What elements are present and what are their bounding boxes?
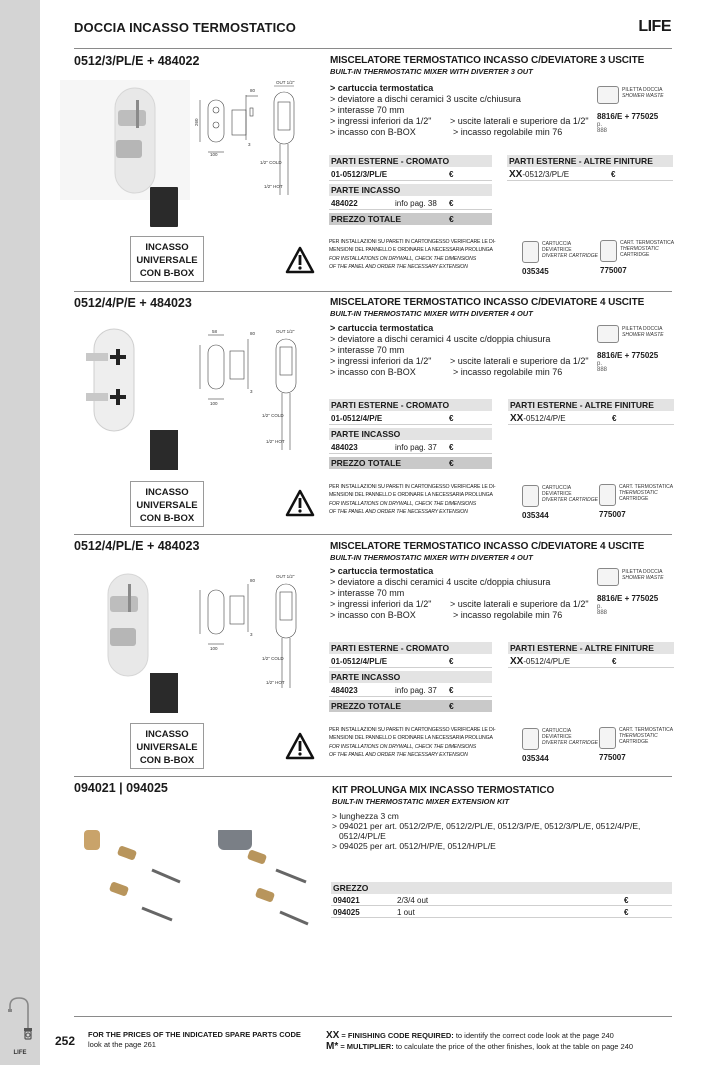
feature-item: > uscite laterali e superiore da 1/2" [450, 356, 589, 366]
product-code-title: 094021 | 094025 [74, 781, 168, 795]
thermostatic-cartridge-icon [600, 240, 617, 262]
incasso-universale-badge: INCASSO UNIVERSALE CON B-BOX [130, 723, 204, 769]
cartridge-code: 775007 [600, 266, 627, 275]
feature-item: > interasse 70 mm [330, 588, 405, 598]
svg-text:OUT 1/2": OUT 1/2" [276, 80, 295, 85]
diverter-cartridge-icon [522, 241, 539, 263]
svg-text:80: 80 [250, 331, 256, 336]
section-divider [74, 291, 672, 292]
table-row-total [329, 457, 492, 469]
technical-drawing [190, 80, 315, 200]
cartridge-code: 775007 [599, 510, 626, 519]
feature-item: > lunghezza 3 cm [332, 811, 399, 821]
waste-page-ref: p. 888 [597, 604, 608, 616]
footer-spare-parts-note: FOR THE PRICES OF THE INDICATED SPARE PARTS CODE look at the page 261 [88, 1030, 301, 1049]
info-page-ref: info pag. 38 [395, 199, 437, 208]
table-row [508, 412, 674, 425]
svg-text:1/2" HOT: 1/2" HOT [266, 680, 285, 685]
cartridge-code: 035344 [522, 754, 549, 763]
feature-item: > incasso con B-BOX [330, 127, 416, 137]
article-code: 094025 [333, 908, 360, 917]
table-row [329, 197, 492, 210]
feature-item: > incasso con B-BOX [330, 610, 416, 620]
article-code: -0512/4/PL/E [523, 657, 571, 666]
cartridge-code: 035344 [522, 511, 549, 520]
incasso-universale-badge: INCASSO UNIVERSALE CON B-BOX [130, 236, 204, 282]
feature-item: > deviatore a dischi ceramici 4 uscite c/doppia chiusura [330, 334, 551, 344]
feature-item: > 094025 per art. 0512/H/P/E, 0512/H/PL/E [332, 841, 496, 851]
bbox-image [150, 673, 178, 713]
price-cell: € [612, 414, 617, 423]
table-row [331, 895, 672, 906]
svg-text:OUT 1/2": OUT 1/2" [276, 574, 295, 579]
product-image-mixer [80, 570, 160, 680]
waste-page-ref: p. 888 [597, 122, 608, 134]
table-header-grezzo: GREZZO [331, 882, 672, 894]
svg-text:OUT 1/2": OUT 1/2" [276, 329, 295, 334]
article-code: -0512/4/P/E [523, 414, 566, 423]
price-cell: € [624, 896, 629, 905]
article-description: 1 out [397, 908, 415, 917]
product-code-title: 0512/4/P/E + 484023 [74, 296, 192, 310]
feature-item: > ingressi inferiori da 1/2" [330, 356, 432, 366]
incasso-universale-badge: INCASSO UNIVERSALE CON B-BOX [130, 481, 204, 527]
feature-item: > 094021 per art. 0512/2/P/E, 0512/2/PL/E, 0512/3/P/E, 0512/3/PL/E, 0512/4/P/E, [332, 821, 641, 831]
table-row [329, 168, 492, 181]
header-divider [74, 48, 672, 49]
product-code-title: 0512/3/PL/E + 484022 [74, 54, 200, 68]
table-row [329, 441, 492, 454]
svg-text:3: 3 [250, 389, 253, 394]
technical-drawing [190, 570, 315, 690]
feature-item: > uscite laterali e superiore da 1/2" [450, 599, 589, 609]
price-cell: € [624, 908, 629, 917]
svg-text:260: 260 [194, 118, 199, 126]
feature-item: > deviatore a dischi ceramici 4 uscite c/doppia chiusura [330, 577, 551, 587]
feature-item: > interasse 70 mm [330, 345, 405, 355]
product-title: KIT PROLUNGA MIX INCASSO TERMOSTATICO [332, 785, 555, 796]
svg-text:3: 3 [248, 142, 251, 147]
svg-text:100: 100 [210, 401, 218, 406]
table-header-incasso: PARTE INCASSO [329, 184, 492, 196]
article-code: 484022 [331, 199, 358, 208]
waste-code: 8816/E + 775025 [597, 351, 659, 360]
faucet-logo-icon [4, 996, 36, 1044]
feature-list [330, 323, 590, 378]
svg-text:1/2" COLD: 1/2" COLD [260, 160, 282, 165]
feature-item: > cartuccia termostatica [330, 566, 434, 576]
info-page-ref: info pag. 37 [395, 443, 437, 452]
price-cell: € [612, 657, 617, 666]
waste-label-en: SHOWER WASTE [622, 93, 664, 99]
feature-item: > cartuccia termostatica [330, 83, 434, 93]
table-row [508, 655, 674, 668]
table-header-other-finishes: PARTI ESTERNE - ALTRE FINITURE [508, 399, 674, 411]
waste-code: 8816/E + 775025 [597, 112, 659, 121]
feature-item: > ingressi inferiori da 1/2" [330, 116, 432, 126]
svg-text:1/2" COLD: 1/2" COLD [262, 413, 284, 418]
feature-list [330, 83, 590, 138]
product-image-mixer [80, 325, 160, 435]
table-row-total [329, 213, 492, 225]
footer-legend: XX = FINISHING CODE REQUIRED: to identify the correct code look at the page 240 M* = MULTIPLIER: to calculate the price of the other finishes, look at the table on page 240 [326, 1030, 634, 1052]
feature-item: > uscite laterali e superiore da 1/2" [450, 116, 589, 126]
bbox-image [150, 187, 178, 227]
price-cell: € [449, 414, 454, 423]
svg-text:80: 80 [250, 578, 256, 583]
thermostatic-cartridge-icon [599, 484, 616, 506]
table-header-chrome: PARTI ESTERNE - CROMATO [329, 399, 492, 411]
article-code: -0512/3/PL/E [522, 170, 570, 179]
waste-label: PILETTA DOCCIA [622, 87, 663, 93]
warning-triangle-icon [285, 489, 315, 517]
shower-waste-icon [597, 86, 619, 104]
footer-divider [74, 1016, 672, 1017]
drywall-warning-text: PER INSTALLAZIONI SU PARETI IN CARTONGESSO VERIFICARE LE DI- MENSIONI DEL PANNELLO E ORDINARE LA NECESSARIA PROLUNGA FOR INSTALLATIONS ON DRYWALL, CHECK THE DIMENSIONS OF THE PANEL AND ORDER THE NECESSARY EXTENSION [329, 484, 496, 515]
svg-text:100: 100 [210, 646, 218, 651]
cartridge-code: 775007 [599, 753, 626, 762]
feature-item: 0512/4/PL/E [339, 831, 386, 841]
shower-waste-icon [597, 568, 619, 586]
table-row [507, 168, 673, 181]
table-header-chrome: PARTI ESTERNE - CROMATO [329, 155, 492, 167]
sidebar-strip [0, 0, 40, 1065]
product-subtitle: BUILT-IN THERMOSTATIC MIXER EXTENSION KIT [332, 797, 510, 806]
feature-item: > incasso regolabile min 76 [453, 127, 563, 137]
svg-text:1/2" COLD: 1/2" COLD [262, 656, 284, 661]
finish-code-prefix: XX [510, 413, 524, 424]
info-page-ref: info pag. 37 [395, 686, 437, 695]
price-cell: € [449, 199, 454, 208]
feature-item: > incasso regolabile min 76 [453, 610, 563, 620]
product-subtitle: BUILT-IN THERMOSTATIC MIXER WITH DIVERTER 4 OUT [330, 309, 533, 318]
feature-list [332, 811, 640, 851]
brand-name: LIFE [638, 18, 671, 35]
diverter-cartridge-icon [522, 485, 539, 507]
sidebar-brand-label: LIFE [13, 1050, 27, 1056]
feature-item: > cartuccia termostatica [330, 323, 434, 333]
feature-list [330, 566, 590, 621]
table-row [329, 412, 492, 425]
feature-item: > deviatore a dischi ceramici 3 uscite c/chiusura [330, 94, 521, 104]
total-label: PREZZO TOTALE [331, 701, 402, 711]
article-description: 2/3/4 out [397, 896, 429, 905]
table-row-total [329, 700, 492, 712]
table-header-incasso: PARTE INCASSO [329, 671, 492, 683]
extension-kit-image [80, 830, 310, 940]
drywall-warning-text: PER INSTALLAZIONI SU PARETI IN CARTONGESSO VERIFICARE LE DI- MENSIONI DEL PANNELLO E ORDINARE LA NECESSARIA PROLUNGA FOR INSTALLATIONS ON DRYWALL, CHECK THE DIMENSIONS OF THE PANEL AND ORDER THE NECESSARY EXTENSION [329, 239, 496, 270]
svg-text:3: 3 [250, 632, 253, 637]
price-cell: € [449, 443, 454, 452]
thermostatic-cartridge-icon [599, 727, 616, 749]
table-header-other-finishes: PARTI ESTERNE - ALTRE FINITURE [507, 155, 673, 167]
svg-text:80: 80 [250, 88, 256, 93]
drywall-warning-text: PER INSTALLAZIONI SU PARETI IN CARTONGESSO VERIFICARE LE DI- MENSIONI DEL PANNELLO E ORDINARE LA NECESSARIA PROLUNGA FOR INSTALLATIONS ON DRYWALL, CHECK THE DIMENSIONS OF THE PANEL AND ORDER THE NECESSARY EXTENSION [329, 727, 496, 758]
article-code: 01-0512/4/P/E [331, 414, 383, 423]
article-code: 01-0512/4/PL/E [331, 657, 388, 666]
product-image-mixer [60, 80, 190, 200]
page-section-title: DOCCIA INCASSO TERMOSTATICO [74, 20, 297, 35]
section-divider [74, 534, 672, 535]
price-cell: € [449, 657, 454, 666]
technical-drawing [190, 325, 315, 455]
total-label: PREZZO TOTALE [331, 458, 402, 468]
feature-item: > interasse 70 mm [330, 105, 405, 115]
article-code: 094021 [333, 896, 360, 905]
price-cell: € [611, 170, 616, 179]
product-code-title: 0512/4/PL/E + 484023 [74, 539, 200, 553]
feature-item: > incasso con B-BOX [330, 367, 416, 377]
table-header-other-finishes: PARTI ESTERNE - ALTRE FINITURE [508, 642, 674, 654]
product-subtitle: BUILT-IN THERMOSTATIC MIXER WITH DIVERTER 3 OUT [330, 67, 533, 76]
cartridge-code: 035345 [522, 267, 549, 276]
table-row [331, 907, 672, 918]
diverter-cartridge-icon [522, 728, 539, 750]
product-title: MISCELATORE TERMOSTATICO INCASSO C/DEVIATORE 4 USCITE [330, 541, 645, 552]
svg-text:58: 58 [212, 329, 218, 334]
table-header-chrome: PARTI ESTERNE - CROMATO [329, 642, 492, 654]
total-label: PREZZO TOTALE [331, 214, 402, 224]
product-title: MISCELATORE TERMOSTATICO INCASSO C/DEVIATORE 3 USCITE [330, 55, 645, 66]
article-code: 484023 [331, 443, 358, 452]
price-cell: € [449, 458, 454, 468]
price-cell: € [449, 170, 454, 179]
price-cell: € [449, 686, 454, 695]
warning-triangle-icon [285, 246, 315, 274]
shower-waste-icon [597, 325, 619, 343]
bbox-image [150, 430, 178, 470]
price-cell: € [449, 701, 454, 711]
feature-item: > incasso regolabile min 76 [453, 367, 563, 377]
table-row [329, 684, 492, 697]
waste-page-ref: p. 888 [597, 361, 608, 373]
feature-item: > ingressi inferiori da 1/2" [330, 599, 432, 609]
price-cell: € [449, 214, 454, 224]
page-number: 252 [55, 1034, 76, 1048]
waste-code: 8816/E + 775025 [597, 594, 659, 603]
table-row [329, 655, 492, 668]
svg-text:1/2" HOT: 1/2" HOT [266, 439, 285, 444]
svg-text:100: 100 [210, 152, 218, 157]
table-header-incasso: PARTE INCASSO [329, 428, 492, 440]
article-code: 484023 [331, 686, 358, 695]
warning-triangle-icon [285, 732, 315, 760]
product-title: MISCELATORE TERMOSTATICO INCASSO C/DEVIATORE 4 USCITE [330, 297, 645, 308]
product-subtitle: BUILT-IN THERMOSTATIC MIXER WITH DIVERTER 4 OUT [330, 553, 533, 562]
finish-code-prefix: XX [510, 656, 524, 667]
finish-code-prefix: XX [509, 169, 523, 180]
article-code: 01-0512/3/PL/E [331, 170, 388, 179]
section-divider [74, 776, 672, 777]
svg-text:1/2" HOT: 1/2" HOT [264, 184, 283, 189]
